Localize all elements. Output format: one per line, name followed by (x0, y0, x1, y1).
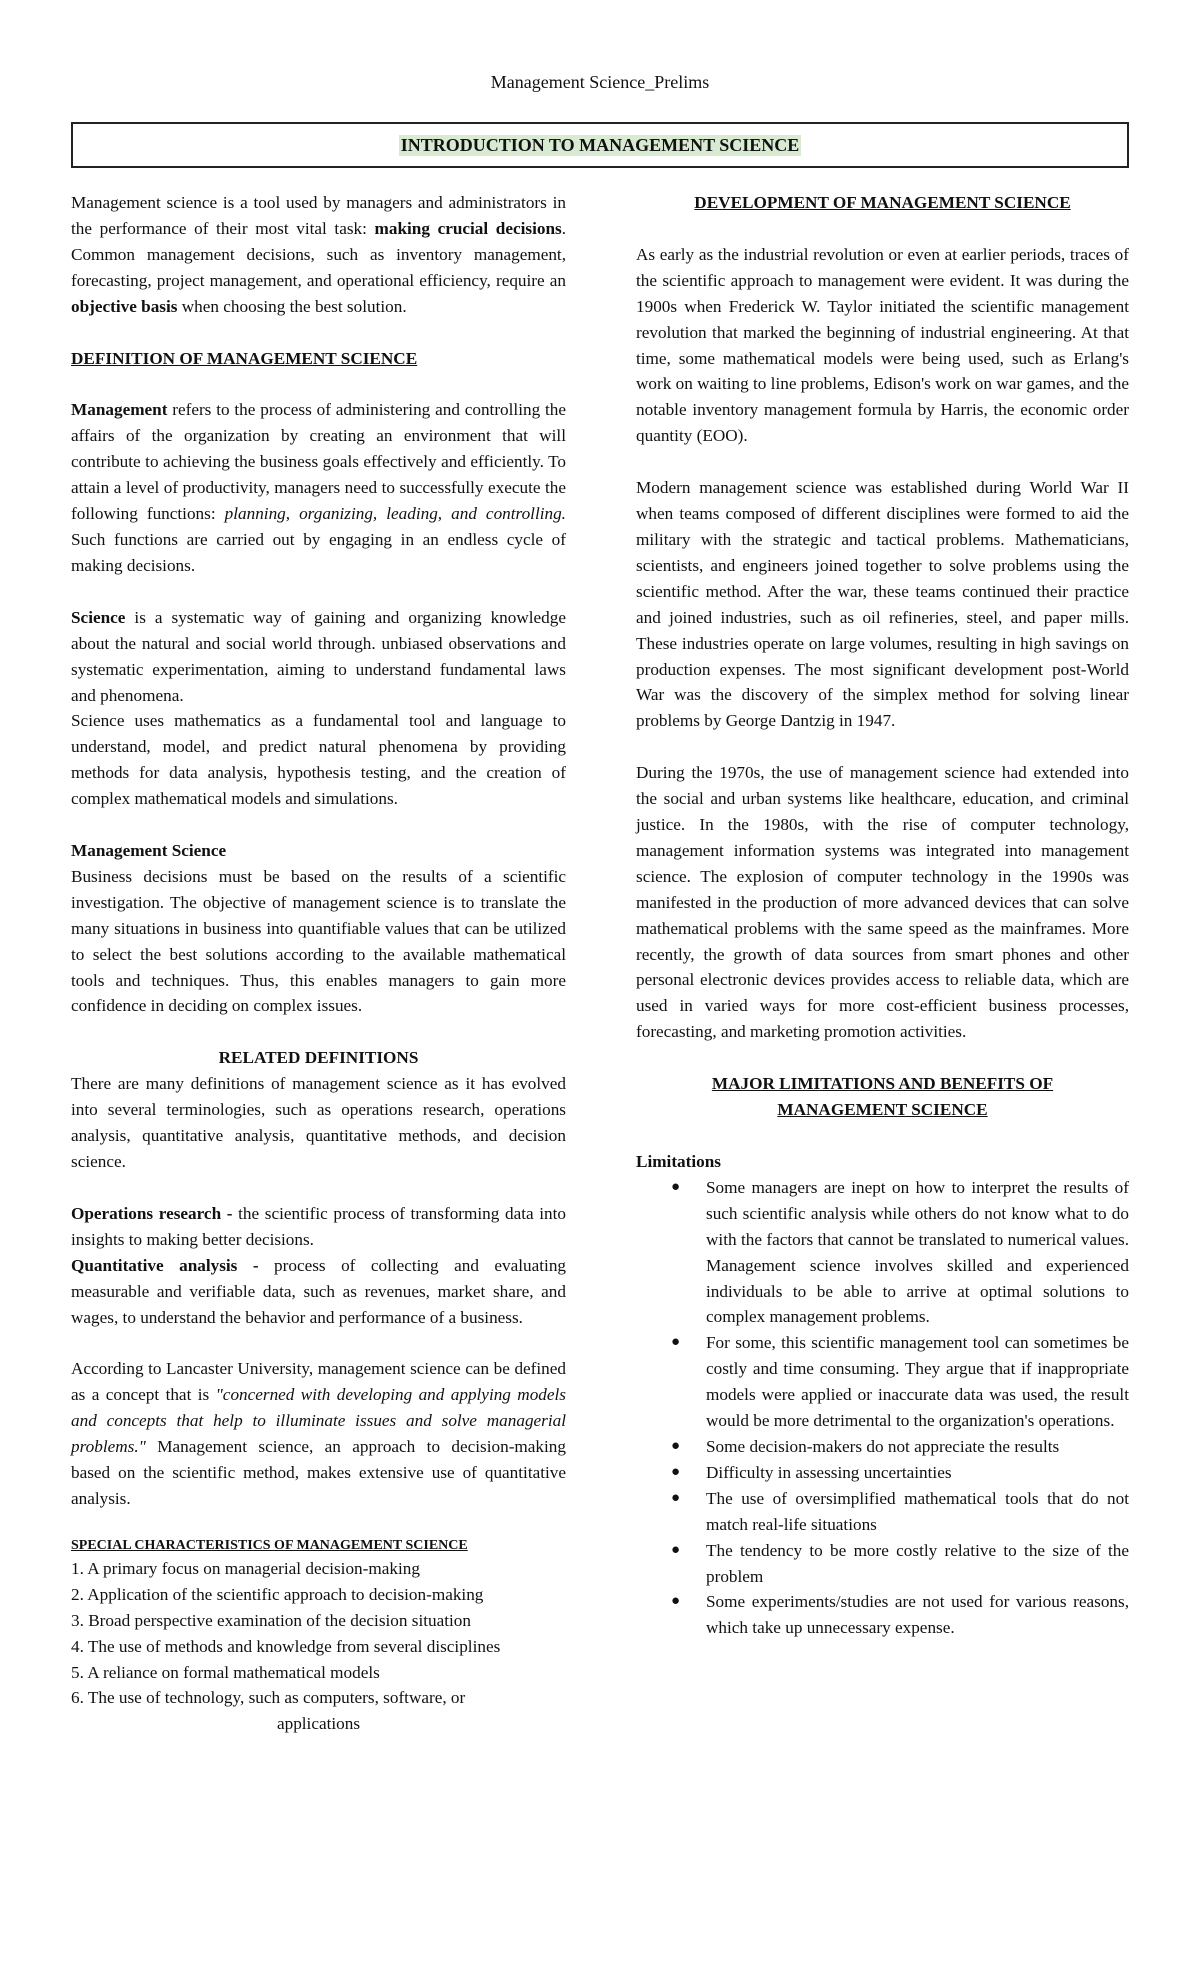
limitation-text: Some decision-makers do not appreciate the results (706, 1436, 1060, 1456)
quantitative-analysis-paragraph (71, 1253, 566, 1331)
left-column (71, 190, 566, 1737)
quantitative-analysis-text: process of collecting and evaluating measurable and verifiable data, such as revenues, market share, and wages, to understand the behavior and performance of a business. (71, 1255, 567, 1327)
characteristic-item: 3. Broad perspective examination of the decision situation (71, 1610, 471, 1630)
limitation-text: Some managers are inept on how to interpret the results of such scientific analysis while others do not know what to do with the factors that cannot be translated to numerical values. Management science involves skilled and experienced individuals to be able to arrive at optimal solutions to complex management problems. (706, 1177, 1129, 1327)
intro-text-1: Management science is a tool used by managers and administrators in the performance of their most vital task: (71, 193, 566, 238)
limitation-item (636, 1434, 1129, 1460)
management-science-paragraph: Business decisions must be based on the results of a scientific investigation. The objective of management science is to translate the many situations in business into quantifiable values that can be utilized to select the best solutions according to the available mathematical tools and techniques. Thus, this enables managers to gain more confidence in deciding on complex issues. (71, 866, 566, 1016)
bullet-icon: ● (671, 1463, 681, 1480)
limitation-item (636, 1486, 1129, 1538)
characteristic-item: 4. The use of methods and knowledge from several disciplines (71, 1636, 501, 1656)
lancaster-text-1: According to Lancaster University, management science can be defined as a concept that is (71, 1359, 566, 1405)
limitation-text: Difficulty in assessing uncertainties (706, 1462, 952, 1482)
operations-research-term: Operations research - (71, 1203, 233, 1223)
bullet-icon: ● (671, 1334, 681, 1351)
intro-bold-1: making crucial decisions (374, 218, 562, 238)
limitations-heading-line-1: MAJOR LIMITATIONS AND BENEFITS OF (711, 1074, 1054, 1094)
management-text-2: Such functions are carried out by engaging in an endless cycle of making decisions. (71, 529, 566, 575)
limitation-item (636, 1175, 1129, 1330)
development-paragraph-2: Modern management science was established during World War II when teams composed of different disciplines were formed to aid the military with the strategic and tactical problems. Mathematicians, scientists, and engineers joined together to solve problems using the scientific method. After the war, these teams continued their practice and joined industries, such as oil refineries, steel, and paper mills. These industries operate on large volumes, resulting in high savings on production expenses. The most significant development post-World War was the discovery of the simplex method for solving linear problems by George Dantzig in 1947. (636, 478, 1129, 731)
limitation-text: Some experiments/studies are not used for various reasons, which take up unnecessary expense. (706, 1592, 1129, 1638)
lancaster-text-2: Management science, an approach to decision-making based on the scientific method, makes extensive use of quantitative analysis. (71, 1437, 566, 1508)
limitations-heading-line-2: MANAGEMENT SCIENCE (777, 1100, 988, 1120)
characteristic-6-line-1: 6. The use of technology, such as computers, software, or (71, 1688, 466, 1708)
development-paragraph-1: As early as the industrial revolution or even at earlier periods, traces of the scientific approach to management were evident. It was during the 1900s when Frederick W. Taylor initiated the scientific management revolution that marked the beginning of industrial engineering. At that time, some mathematical models were being used, such as Erlang's work on waiting to line problems, Edison's work on war games, and the notable inventory management formula by Harris, the economic order quantity (EOO). (636, 244, 1129, 446)
limitations-label: Limitations (636, 1152, 721, 1171)
definition-heading: DEFINITION OF MANAGEMENT SCIENCE (71, 348, 418, 368)
development-heading: DEVELOPMENT OF MANAGEMENT SCIENCE (694, 193, 1071, 212)
limitation-item (636, 1330, 1129, 1434)
intro-text-2: . Common management decisions, such as inventory management, forecasting, project management, and operational efficiency, require an (71, 218, 566, 290)
right-column (636, 190, 1129, 1641)
limitation-item (636, 1460, 1129, 1486)
related-paragraph: There are many definitions of management science as it has evolved into several terminologies, such as operations research, operations analysis, quantitative analysis, quantitative methods, and decision science. (71, 1074, 566, 1171)
bullet-icon: ● (671, 1541, 681, 1558)
special-characteristics-heading: SPECIAL CHARACTERISTICS OF MANAGEMENT SCIENCE (71, 1537, 468, 1553)
operations-research-text: the scientific process of transforming data into insights to making better decisions. (71, 1203, 566, 1249)
management-paragraph (71, 397, 566, 578)
management-term: Management (71, 400, 168, 420)
science-paragraph-2: Science uses mathematics as a fundamental tool and language to understand, model, and predict natural phenomena by providing methods for data analysis, hypothesis testing, and the creation of complex mathematical models and simulations. (71, 711, 566, 809)
limitation-text: The tendency to be more costly relative to the size of the problem (706, 1540, 1129, 1586)
limitation-text: The use of oversimplified mathematical tools that do not match real-life situations (706, 1488, 1129, 1534)
limitation-text: For some, this scientific management tool can sometimes be costly and time consuming. They argue that if inappropriate models were applied or inaccurate data was used, the result would be more detrimental to the organization's operations. (706, 1333, 1129, 1431)
title-box (71, 122, 1129, 168)
management-text-1: refers to the process of administering and controlling the affairs of the organization by creating an environment that will contribute to achieving the business goals effectively and efficiently. To attain a level of productivity, managers need to successfully execute the following functions: (71, 400, 566, 524)
related-heading: RELATED DEFINITIONS (218, 1048, 419, 1068)
page-title: INTRODUCTION TO MANAGEMENT SCIENCE (400, 135, 800, 155)
characteristic-item: 1. A primary focus on managerial decision-making (71, 1558, 420, 1578)
bullet-icon: ● (671, 1593, 681, 1610)
limitation-item (636, 1538, 1129, 1590)
characteristics-list (71, 1556, 566, 1686)
bullet-icon: ● (671, 1178, 681, 1195)
management-science-term: Management Science (71, 841, 227, 861)
bullet-icon: ● (671, 1437, 681, 1454)
bullet-icon: ● (671, 1489, 681, 1506)
characteristic-item: 5. A reliance on formal mathematical models (71, 1662, 380, 1682)
running-header: Management Science_Prelims (490, 72, 710, 92)
management-functions: planning, organizing, leading, and controlling. (224, 504, 566, 524)
intro-bold-2: objective basis (71, 296, 178, 316)
science-term: Science (71, 607, 126, 627)
lancaster-paragraph (71, 1356, 566, 1511)
quantitative-analysis-term: Quantitative analysis - (71, 1255, 259, 1275)
limitation-item (636, 1589, 1129, 1641)
intro-paragraph (71, 190, 566, 320)
characteristic-6-line-2: applications (276, 1714, 361, 1734)
intro-text-3: when choosing the best solution. (177, 296, 407, 316)
lancaster-quote: "concerned with developing and applying models and concepts that help to illuminate issues and solve managerial problems." (71, 1385, 566, 1457)
science-paragraph (71, 605, 566, 709)
characteristic-item: 2. Application of the scientific approach to decision-making (71, 1584, 484, 1604)
operations-research-paragraph (71, 1201, 566, 1253)
science-text-1: is a systematic way of gaining and organizing knowledge about the natural and social world through. unbiased observations and systematic experimentation, aiming to understand fundamental laws and phenomena. (71, 607, 566, 705)
limitations-list (636, 1175, 1129, 1641)
development-paragraph-3: During the 1970s, the use of management science had extended into the social and urban systems like healthcare, education, and criminal justice. In the 1980s, with the rise of computer technology, management information systems was integrated into management science. The explosion of computer technology in the 1990s was manifested in the production of more advanced devices that can solve mathematical problems with the same speed as the mainframes. More recently, the growth of data sources from smart phones and other personal electronic devices provides access to reliable data, which are used in varied ways for more cost-efficient business processes, forecasting, and marketing promotion activities. (636, 763, 1129, 1042)
